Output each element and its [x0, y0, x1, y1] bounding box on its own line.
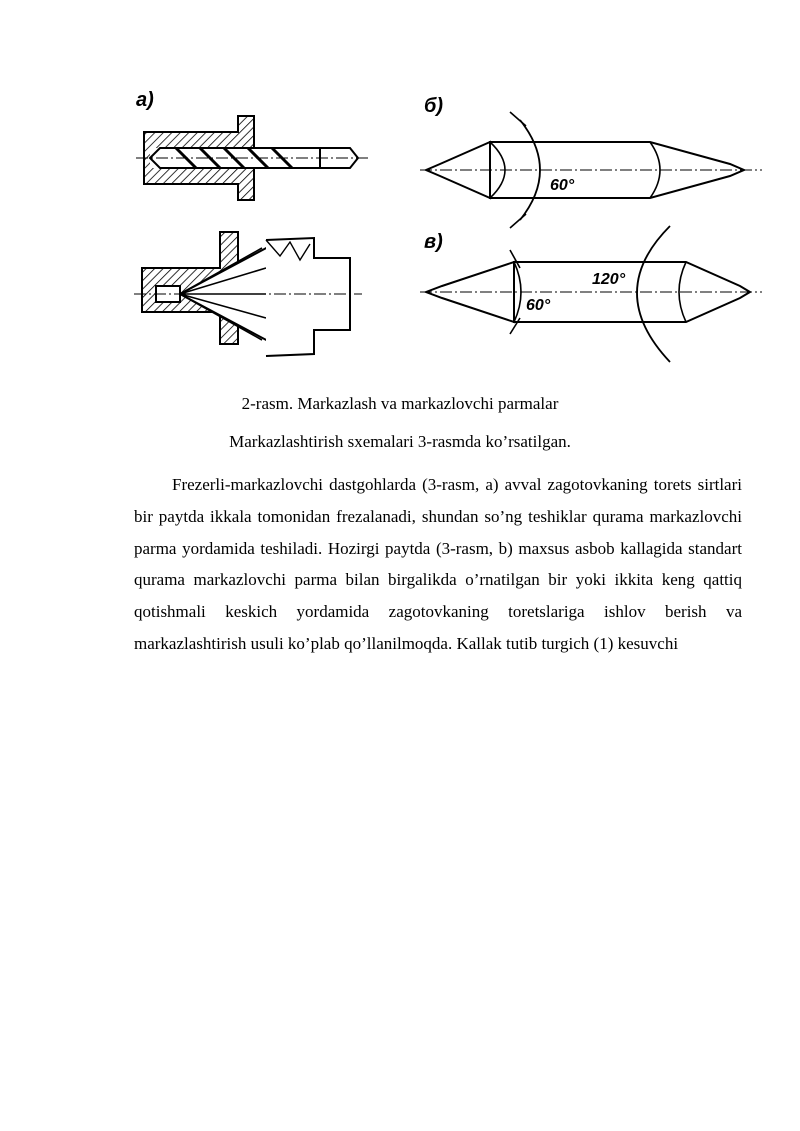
body-paragraph: Frezerli-markazlovchi dastgohlarda (3-rasm, a) avval zagotovkaning torets sirtlari bir paytda ikkala tomonidan frezalanadi, shundan so’ng teshiklar qurama markazlovchi parma yordamida teshiladi. Hozirgi paytda (3-rasm, b) maxsus asbob kallagida standart qurama markazlovchi parma bilan birgalikda o’rnatilgan bir yoki ikkita keng qattiq qotishmali keskich yordamida zagotovkaning toretslariga ishlov berish va markazlashtirish usuli ko’plab qo’llanilmoqda. Kallak tutib turgich (1) kesuvchi: [134, 475, 742, 653]
countersink-cutter: [134, 232, 362, 356]
drill-in-workpiece: [136, 116, 370, 200]
drawing: [130, 72, 770, 382]
figure-subcaption: Markazlashtirish sxemalari 3-rasmda ko’rsatilgan.: [229, 432, 571, 451]
centering-drill-60: [420, 112, 762, 228]
label-a: а): [136, 89, 154, 111]
label-b: б): [424, 95, 444, 117]
label-v: в): [424, 231, 443, 253]
centering-drills-figure: [130, 72, 770, 382]
angle-v-small: 60°: [526, 297, 551, 314]
centering-drill-60-120: [420, 226, 762, 362]
angle-v-large: 120°: [592, 271, 626, 288]
angle-b: 60°: [550, 177, 575, 194]
figure-caption: 2-rasm. Markazlash va markazlovchi parmalar: [241, 394, 559, 413]
